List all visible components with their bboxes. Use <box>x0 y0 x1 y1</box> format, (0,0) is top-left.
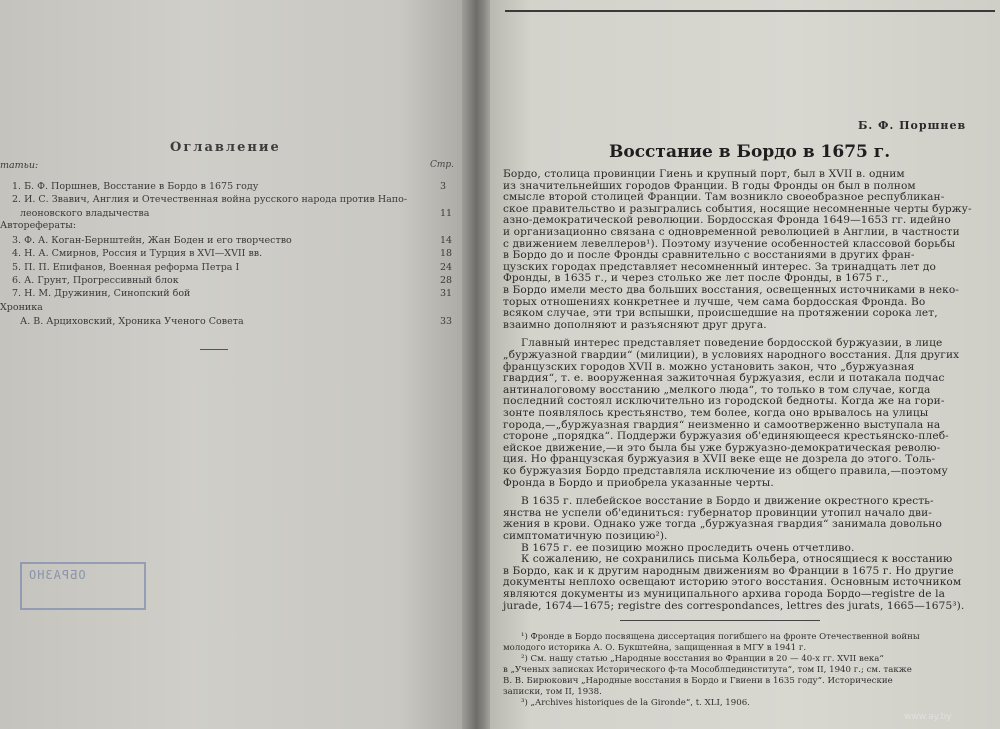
toc-end-dash <box>200 349 228 350</box>
toc-entry: 3. Ф. А. Коган-Бернштейн, Жан Боден и его творчество <box>12 235 292 246</box>
article-line: jurade, 1674—1675; registre des correspondances, lettres des jurats, 1665—1675³). <box>503 599 965 612</box>
article-line: являются документы из муниципального архива города Бордо—registre de la <box>503 588 946 600</box>
footnote-line: записки, том II, 1938. <box>503 687 602 697</box>
article-line: смысле второй столицей Франции. Там возникло своеобразное республикан- <box>503 191 945 204</box>
article-line: последний состоял исключительно из городской бедноты. Когда же на гори- <box>503 395 945 408</box>
toc-entry-page: 24 <box>440 262 453 273</box>
article-line: гвардия“, т. е. вооруженная зажиточная буржуазия, если и потакала подчас <box>503 372 945 385</box>
toc-entry: А. В. Арциховский, Хроника Ученого Совета <box>20 316 244 327</box>
footnote-line: в „Ученых записках Исторического ф-та Мособлпединститута“, том II, 1940 г.; см. также <box>503 665 912 675</box>
left-page <box>0 0 470 729</box>
header-rule <box>505 10 995 12</box>
article-author: Б. Ф. Поршнев <box>858 119 967 132</box>
toc-entry: 7. Н. М. Дружинин, Синопский бой <box>12 288 191 299</box>
article-line: Главный интерес представляет поведение бордосской буржуазии, в лице <box>521 337 943 350</box>
library-stamp <box>20 562 146 610</box>
toc-entry-page: 14 <box>440 235 453 246</box>
article-line: в Бордо до и после Фронды сравнительно с восстаниями в других фран- <box>503 249 915 262</box>
article-line: стороне „порядка“. Поддержи буржуазия об'единяющееся крестьянско-плеб- <box>503 430 949 443</box>
article-line: зонте появлялось крестьянство, тем более, когда оно врывалось на улицы <box>503 407 929 419</box>
toc-entry-page: 11 <box>440 208 453 219</box>
toc-entry: Хроника <box>0 302 43 313</box>
toc-entry-page: 33 <box>440 316 453 327</box>
article-line: Бордо, столица провинции Гиень и крупный порт, был в XVII в. одним <box>503 168 905 180</box>
toc-title: Оглавление <box>170 140 281 155</box>
article-line: документы неплохо освещают историю этого восстания. Основным источником <box>503 576 962 589</box>
toc-entry-page: 3 <box>440 181 447 192</box>
article-line: ейское движение,—и это была бы уже буржуазно-демократическая револю- <box>503 441 941 454</box>
article-line: ко буржуазия Бордо представляла исключение из общего правила,—поэтому <box>503 465 948 477</box>
article-line: ское правительство и разыгрались события, носящие несомненные черты буржу- <box>503 202 972 215</box>
toc-entry-page: 18 <box>440 248 453 259</box>
article-line: антиналоговому восстанию „мелкого люда“, то только в том случае, когда <box>503 383 931 396</box>
footnote-line: ³) „Archives historiques de la Gironde“, t. XLI, 1906. <box>521 698 750 708</box>
article-line: симптоматичную позицию²). <box>503 530 668 542</box>
watermark: www.ay.by <box>904 712 952 722</box>
footnote-line: ²) См. нашу статью „Народные восстания во Франции в 20 — 40-х гг. XVII века“ <box>521 654 884 664</box>
toc-entry: Авторефераты: <box>0 220 77 231</box>
toc-entry-page: 28 <box>440 275 453 286</box>
article-line: в Бордо имели место два больших восстания, освещенных источниками в неко- <box>503 284 959 296</box>
article-line: города,—„буржуазная гвардия“ неизменно и самоотверженно выступала на <box>503 418 941 431</box>
footnote-line: молодого историка А. О. Букштейна, защищенная в МГУ в 1941 г. <box>503 643 807 653</box>
footnote-rule <box>620 620 820 621</box>
article-line: и организационно связана с одновременной революцией в Англии, в частности <box>503 226 960 238</box>
article-line: В 1675 г. ее позицию можно проследить очень отчетливо. <box>521 541 855 554</box>
article-title: Восстание в Бордо в 1675 г. <box>609 142 891 162</box>
article-line: цузских городах представляет несомненный интерес. За тринадцать лет до <box>503 260 936 273</box>
toc-entry: 2. И. С. Звавич, Англия и Отечественная война русского народа против Напо- <box>12 194 408 205</box>
article-line: янства не успели об'единиться: губернатор провинции утопил начало дви- <box>503 506 932 519</box>
toc-section-articles: татьи: <box>0 160 39 171</box>
article-line: французских городов XVII в. можно установить закон, что „буржуазная <box>503 360 915 373</box>
stamp-text: ОБРАЗНО <box>28 568 86 582</box>
article-line: К сожалению, не сохранились письма Кольбера, относящиеся к восстанию <box>521 553 953 566</box>
toc-entry: 4. Н. А. Смирнов, Россия и Турция в XVI—XVII вв. <box>12 248 263 259</box>
toc-entry: 5. П. П. Епифанов, Военная реформа Петра I <box>12 262 240 273</box>
toc-entry: 1. Б. Ф. Поршнев, Восстание в Бордо в 1675 году <box>12 181 259 192</box>
article-line: торых отношениях конкретнее и лучше, чем сама бордосская Фронда. Во <box>503 295 926 308</box>
toc-page-column-label: Стр. <box>430 160 455 170</box>
article-line: взаимно дополняют и разъясняют друг друга. <box>503 318 767 331</box>
toc-entry: 6. А. Грунт, Прогрессивный блок <box>12 275 179 286</box>
article-line: Фронды, в 1635 г., и через столько же лет после Фронды, в 1675 г., <box>503 272 889 285</box>
toc-entry: леоновского владычества <box>20 208 150 219</box>
footnote-line: ¹) Фронде в Бордо посвящена диссертация погибшего на фронте Отечественной войны <box>521 632 920 642</box>
article-line: всяком случае, эти три вспышки, происшедшие на протяжении сорока лет, <box>503 307 938 320</box>
article-line: Фронда в Бордо и приобрела указанные черты. <box>503 476 774 489</box>
article-line: из значительнейших городов Франции. В годы Фронды он был в полном <box>503 179 916 192</box>
article-line: с движением левеллеров¹). Поэтому изучение особенностей классовой борьбы <box>503 237 956 250</box>
article-line: „буржуазной гвардии“ (милиции), в условиях народного восстания. Для других <box>503 349 960 361</box>
article-line: жения в крови. Однако уже тогда „буржуазная гвардия“ занимала довольно <box>503 518 943 531</box>
article-line: азно-демократической революции. Бордосская Фронда 1649—1653 гг. идейно <box>503 214 951 227</box>
article-line: В 1635 г. плебейское восстание в Бордо и движение окрестного кресть- <box>521 495 934 508</box>
article-line: ция. Но французская буржуазия в XVII веке еще не дозрела до этого. Толь- <box>503 453 936 466</box>
toc-entry-page: 31 <box>440 288 453 299</box>
footnote-line: В. В. Бирюкович „Народные восстания в Бордо и Гвиени в 1635 году“. Исторические <box>503 676 893 686</box>
article-line: в Бордо, как и к другим народным движениям во Франции в 1675 г. Но другие <box>503 564 954 577</box>
